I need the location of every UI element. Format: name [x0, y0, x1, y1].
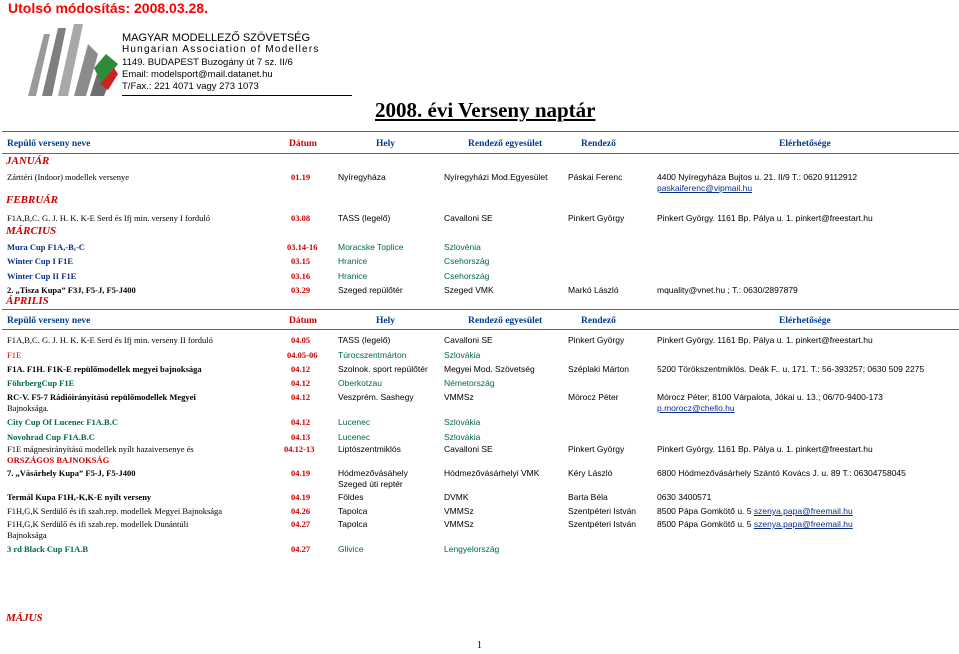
event-name: FöhrbergCup F1E	[7, 378, 75, 388]
event-place: TASS (legelő)	[338, 335, 391, 345]
event-date: 04.05	[291, 335, 311, 345]
event-organizer: Pinkert György	[568, 213, 625, 223]
event-date: 04.05-06	[287, 350, 318, 360]
event-organizer: Kéry László	[568, 468, 613, 478]
month-april: ÁPRILIS	[6, 295, 49, 307]
event-name: F1H,G,K Serdülő és ifi szab.rep. modellek Megyei Bajnoksága	[7, 506, 223, 516]
event-club: Szlovákia	[444, 432, 481, 442]
event-date: 03.14-16	[287, 242, 318, 252]
contact-email-link[interactable]: p.morocz@chello.hu	[657, 403, 735, 413]
table-rule-2	[2, 309, 959, 310]
event-name: 7. „Vásárhely Kupa” F5-J, F5-J400	[7, 468, 136, 478]
event-club: VMMSz	[444, 392, 474, 402]
header-place: Hely	[376, 316, 395, 326]
event-club: Németország	[444, 378, 495, 388]
event-club: Csehország	[444, 271, 490, 281]
header-date: Dátum	[289, 316, 317, 326]
event-place: Hranice	[338, 256, 368, 266]
event-name: F1A. F1H. F1K-E repülőmodellek megyei bajnoksága	[7, 364, 202, 374]
event-name-line2: Bajnoksága	[7, 530, 47, 540]
event-place: Oberkotzau	[338, 378, 382, 388]
contact-address: 8500 Pápa Gomkötő u. 5	[657, 519, 754, 529]
event-name: F1H,G,K Serdülő és ifi szab.rep. modellek Dunántúli	[7, 519, 189, 529]
month-march: MÁRCIUS	[6, 225, 57, 237]
org-address: 1149. BUDAPEST Buzogány út 7 sz. II/6	[122, 57, 293, 68]
event-club: Csehország	[444, 256, 490, 266]
event-name: F1E	[7, 350, 22, 360]
event-date: 04.27	[291, 544, 311, 554]
event-name: Novohrad Cup F1A.B.C	[7, 432, 95, 442]
event-place: Túrocszentmárton	[338, 350, 407, 360]
event-contact: Pinkert György. 1161 Bp. Pálya u. 1. pinkert@freestart.hu	[657, 213, 873, 223]
event-date: 04.12	[291, 364, 311, 374]
event-contact	[657, 519, 853, 529]
event-place: Hranice	[338, 271, 368, 281]
event-contact: 5200 Törökszentmiklós. Deák F.. u. 171. T.: 56-393257; 0630 509 2275	[657, 364, 925, 374]
month-february: FEBRUÁR	[6, 194, 58, 206]
event-organizer: Barta Béla	[568, 492, 608, 502]
event-name: F1A,B,C. G. J. H. K. K-E Serd és Ifj min. verseny I forduló	[7, 213, 211, 223]
event-name	[7, 392, 196, 402]
event-date: 04.19	[291, 468, 311, 478]
event-place: Nyíregyháza	[338, 172, 386, 182]
event-contact[interactable]: mquality@vnet.hu ; T.: 0630/2897879	[657, 285, 798, 295]
header-club: Rendező egyesület	[468, 316, 543, 326]
header-date: Dátum	[289, 139, 317, 149]
event-place: Veszprém. Sashegy	[338, 392, 414, 402]
event-organizer: Pinkert György	[568, 444, 625, 454]
calendar-title: 2008. évi Verseny naptár	[375, 98, 596, 122]
event-club: Cavalloni SE	[444, 213, 493, 223]
event-date: 03.29	[291, 285, 311, 295]
event-name: Termál Kupa F1H,-K,K-E nyílt verseny	[7, 492, 152, 502]
federation-logo	[28, 24, 118, 96]
event-date: 04.12	[291, 417, 311, 427]
event-place: Szeged repülőtér	[338, 285, 403, 295]
event-organizer: Páskai Ferenc	[568, 172, 623, 182]
event-organizer: Szentpéteri István	[568, 506, 637, 516]
event-place: Tapolca	[338, 506, 368, 516]
header-event-name: Repülő verseny neve	[7, 139, 91, 149]
org-name: MAGYAR MODELLEZŐ SZÖVETSÉG	[122, 32, 311, 44]
table-top-rule	[2, 131, 959, 132]
event-club: Szlovákia	[444, 417, 481, 427]
event-name: Zárttéri (Indoor) modellek versenye	[7, 172, 130, 182]
event-name: Winter Cup I F1E	[7, 256, 74, 266]
event-contact: 4400 Nyíregyháza Bujtos u. 21. II/9 T.: 0620 9112912	[657, 172, 858, 182]
event-date: 03.16	[291, 271, 311, 281]
header-bottom-rule	[2, 153, 959, 154]
org-email: Email: modelsport@mail.datanet.hu	[122, 69, 273, 80]
event-club: Megyei Mod. Szövetség	[444, 364, 535, 374]
event-contact: 6800 Hódmezővásárhely Szántó Kovács J. u. 89 T.: 06304758045	[657, 468, 906, 478]
header-event-name: Repülő verseny neve	[7, 316, 91, 326]
last-updated: Utolsó módosítás: 2008.03.28.	[8, 0, 208, 16]
event-place: Szolnok. sport repülőtér	[338, 364, 428, 374]
event-club: Cavalloni SE	[444, 335, 493, 345]
event-place: Lucenec	[338, 417, 371, 427]
event-name: F1E mágnesirányítású modellek nyílt hazaiversenye és	[7, 444, 194, 454]
org-phone: T/Fax.: 221 4071 vagy 273 1073	[122, 81, 259, 92]
event-organizer: Mórocz Péter	[568, 392, 619, 402]
event-date: 04.12	[291, 378, 311, 388]
event-name-line2: Bajnoksága.	[7, 403, 49, 413]
header-organizer: Rendező	[581, 139, 616, 149]
event-place: Hódmezővásáhely	[338, 468, 408, 478]
event-name: Mura Cup F1A,-B,-C	[7, 242, 85, 252]
event-name: 3 rd Black Cup F1A.B	[7, 544, 88, 554]
event-date: 01.19	[291, 172, 311, 182]
event-place: Tapolca	[338, 519, 368, 529]
event-name: City Cup Of Lucenec F1A.B.C	[7, 417, 118, 427]
event-club: DVMK	[444, 492, 469, 502]
event-organizer: Pinkert György	[568, 335, 625, 345]
event-place: Lucenec	[338, 432, 371, 442]
header-place: Hely	[376, 139, 395, 149]
header-contact: Elérhetősége	[779, 139, 831, 149]
event-place: Glivice	[338, 544, 364, 554]
header-divider	[122, 95, 352, 96]
event-club: Lengyelország	[444, 544, 500, 554]
event-date: 03.15	[291, 256, 311, 266]
event-club: Cavalloni SE	[444, 444, 493, 454]
event-place-line2: Szeged úti reptér	[338, 479, 403, 489]
event-name: F1A,B,C. G. J. H. K. K-E Serd és Ifj min. verseny II forduló	[7, 335, 213, 345]
event-contact	[657, 506, 853, 516]
event-name-line2: ORSZÁGOS BAJNOKSÁG	[7, 455, 110, 465]
header-organizer: Rendező	[581, 316, 616, 326]
org-name-english: Hungarian Association of Modellers	[122, 44, 320, 55]
event-place: Liptószentmiklós	[338, 444, 401, 454]
event-club: Nyíregyházi Mod.Egyesület	[444, 172, 548, 182]
contact-email-link[interactable]: paskaiferenc@vipmail.hu	[657, 183, 753, 193]
event-date: 04.27	[291, 519, 311, 529]
page-number: 1	[477, 640, 482, 651]
event-organizer: Markó László	[568, 285, 619, 295]
event-club: Szlovákia	[444, 350, 481, 360]
contact-address: 8500 Pápa Gomkötő u. 5	[657, 506, 754, 516]
event-club: Szlovénia	[444, 242, 481, 252]
contact-email-link[interactable]: szenya.papa@freemail.hu	[753, 506, 853, 516]
event-name: Winter Cup II F1E	[7, 271, 77, 281]
event-place: TASS (legelő)	[338, 213, 391, 223]
event-club: Hódmezővásárhelyi VMK	[444, 468, 540, 478]
event-date: 04.26	[291, 506, 311, 516]
header-bottom-rule-2	[2, 329, 959, 330]
event-date: 03.08	[291, 213, 311, 223]
event-name: 2. „Tisza Kupa” F3J, F5-J, F5-J400	[7, 285, 136, 295]
event-contact: Mórocz Péter; 8100 Várpalota, Jókai u. 13.; 06/70-9400-173	[657, 392, 883, 402]
event-organizer: Szentpéteri István	[568, 519, 637, 529]
event-club: VMMSz	[444, 506, 474, 516]
header-club: Rendező egyesület	[468, 139, 543, 149]
event-contact: Pinkert György. 1161 Bp. Pálya u. 1. pinkert@freestart.hu	[657, 335, 873, 345]
event-club: VMMSz	[444, 519, 474, 529]
month-january: JANUÁR	[6, 155, 50, 167]
event-date: 04.19	[291, 492, 311, 502]
event-contact: 0630 3400571	[657, 492, 712, 502]
event-name-part: RC-V. F5-7 Rádióirányítású repülőmodellek Megyei	[7, 392, 196, 402]
event-club: Szeged VMK	[444, 285, 494, 295]
event-place: Moracske Toplice	[338, 242, 404, 252]
event-date: 04.12-13	[284, 444, 315, 454]
event-date: 04.12	[291, 392, 311, 402]
contact-email-link[interactable]: szenya.papa@freemail.hu	[753, 519, 853, 529]
event-organizer: Széplaki Márton	[568, 364, 629, 374]
header-contact: Elérhetősége	[779, 316, 831, 326]
event-place: Földes	[338, 492, 364, 502]
event-contact: Pinkert György. 1161 Bp. Pálya u. 1. pinkert@freestart.hu	[657, 444, 873, 454]
month-may: MÁJUS	[6, 612, 43, 624]
event-date: 04.13	[291, 432, 311, 442]
